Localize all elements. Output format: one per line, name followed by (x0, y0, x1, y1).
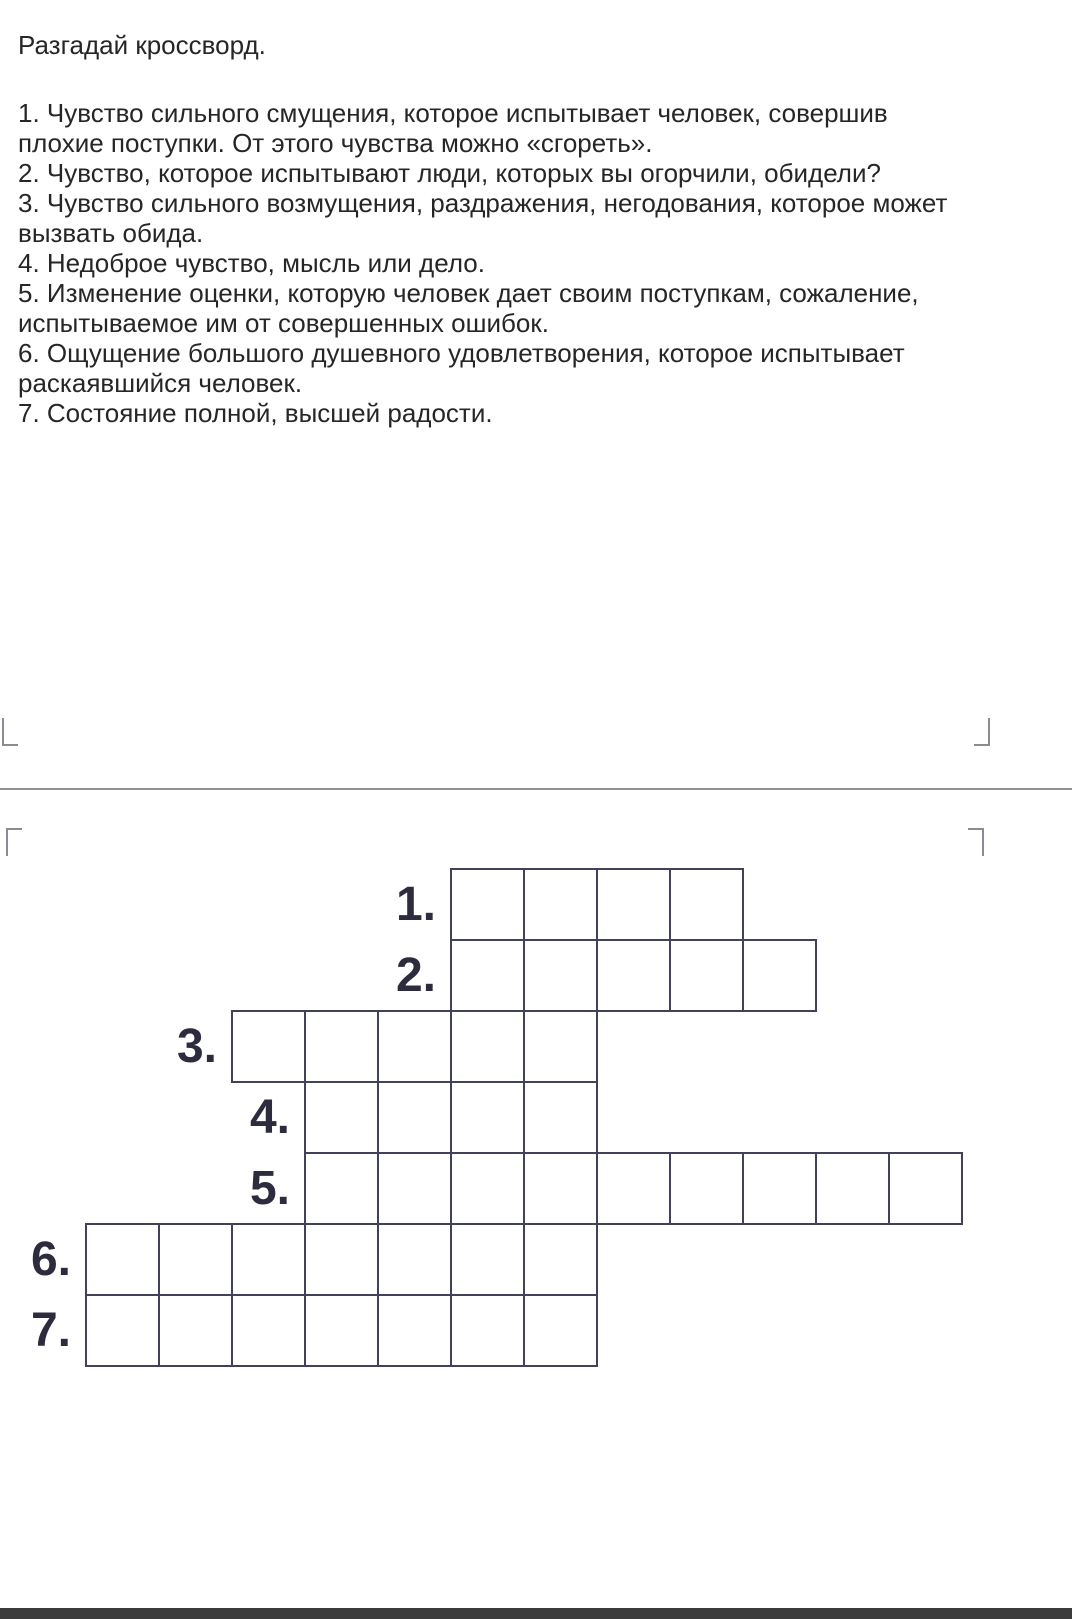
crossword-cell (304, 1294, 379, 1367)
crossword-row-number-2: 2. (395, 949, 436, 1002)
crossword-cell (815, 1152, 890, 1225)
crossword-cell (304, 1081, 379, 1154)
crossword-row-number-4: 4. (249, 1091, 290, 1144)
clue-3: 3. Чувство сильного возмущения, раздражения, негодования, которое может вызвать обида. (18, 188, 948, 248)
crossword-cell (523, 868, 598, 941)
crossword-cell (523, 1152, 598, 1225)
crossword-cell (523, 1294, 598, 1367)
crossword-cell (450, 1294, 525, 1367)
crossword-cell (377, 1294, 452, 1367)
clue-4: 4. Недоброе чувство, мысль или дело. (18, 248, 485, 278)
crossword-cell (450, 868, 525, 941)
crossword-cell (304, 1223, 379, 1296)
crossword-cell (523, 1081, 598, 1154)
crossword-cell (304, 1152, 379, 1225)
crossword-cell (888, 1152, 963, 1225)
crossword-cell (742, 939, 817, 1012)
crossword-cell (450, 1081, 525, 1154)
crossword-cell (669, 939, 744, 1012)
crossword-cell (377, 1152, 452, 1225)
crossword-row-number-5: 5. (249, 1162, 290, 1215)
crossword-cell (450, 939, 525, 1012)
clue-2: 2. Чувство, которое испытывают люди, которых вы огорчили, обидели? (18, 158, 881, 188)
crossword-cell (85, 1223, 160, 1296)
crossword-cell (377, 1010, 452, 1083)
crossword-cell (669, 1152, 744, 1225)
crossword-cell (596, 868, 671, 941)
scan-edge (0, 1608, 1072, 1619)
crossword-cell (158, 1294, 233, 1367)
crossword-row-number-1: 1. (395, 878, 436, 931)
crossword-cell (523, 1223, 598, 1296)
crossword-row-number-7: 7. (30, 1304, 71, 1357)
crossword-cell (596, 1152, 671, 1225)
crossword-row-number-6: 6. (30, 1233, 71, 1286)
crossword-cell (231, 1010, 306, 1083)
crossword-cell (450, 1223, 525, 1296)
crossword-cell (596, 939, 671, 1012)
page-title: Разгадай кроссворд. (18, 30, 266, 60)
crossword-cell (669, 868, 744, 941)
clue-1: 1. Чувство сильного смущения, которое испытывает человек, совершив плохие поступки. От этого чувства можно «сгореть». (18, 98, 888, 158)
crossword-cell (523, 1010, 598, 1083)
crossword-cell (158, 1223, 233, 1296)
crossword-cell (231, 1294, 306, 1367)
clue-7: 7. Состояние полной, высшей радости. (18, 398, 493, 428)
clue-5: 5. Изменение оценки, которую человек дает своим поступкам, сожаление, испытываемое им от совершенных ошибок. (18, 278, 919, 338)
crossword-cell (450, 1152, 525, 1225)
crossword-cell (377, 1223, 452, 1296)
crossword-cell (377, 1081, 452, 1154)
crossword-cell (85, 1294, 160, 1367)
crossword-row-number-3: 3. (176, 1020, 217, 1073)
crossword-cell (523, 939, 598, 1012)
crossword-cell (450, 1010, 525, 1083)
clue-6: 6. Ощущение большого душевного удовлетворения, которое испытывает раскаявшийся человек. (18, 338, 905, 398)
crossword-cell (742, 1152, 817, 1225)
crossword-cell (231, 1223, 306, 1296)
crossword-cell (304, 1010, 379, 1083)
